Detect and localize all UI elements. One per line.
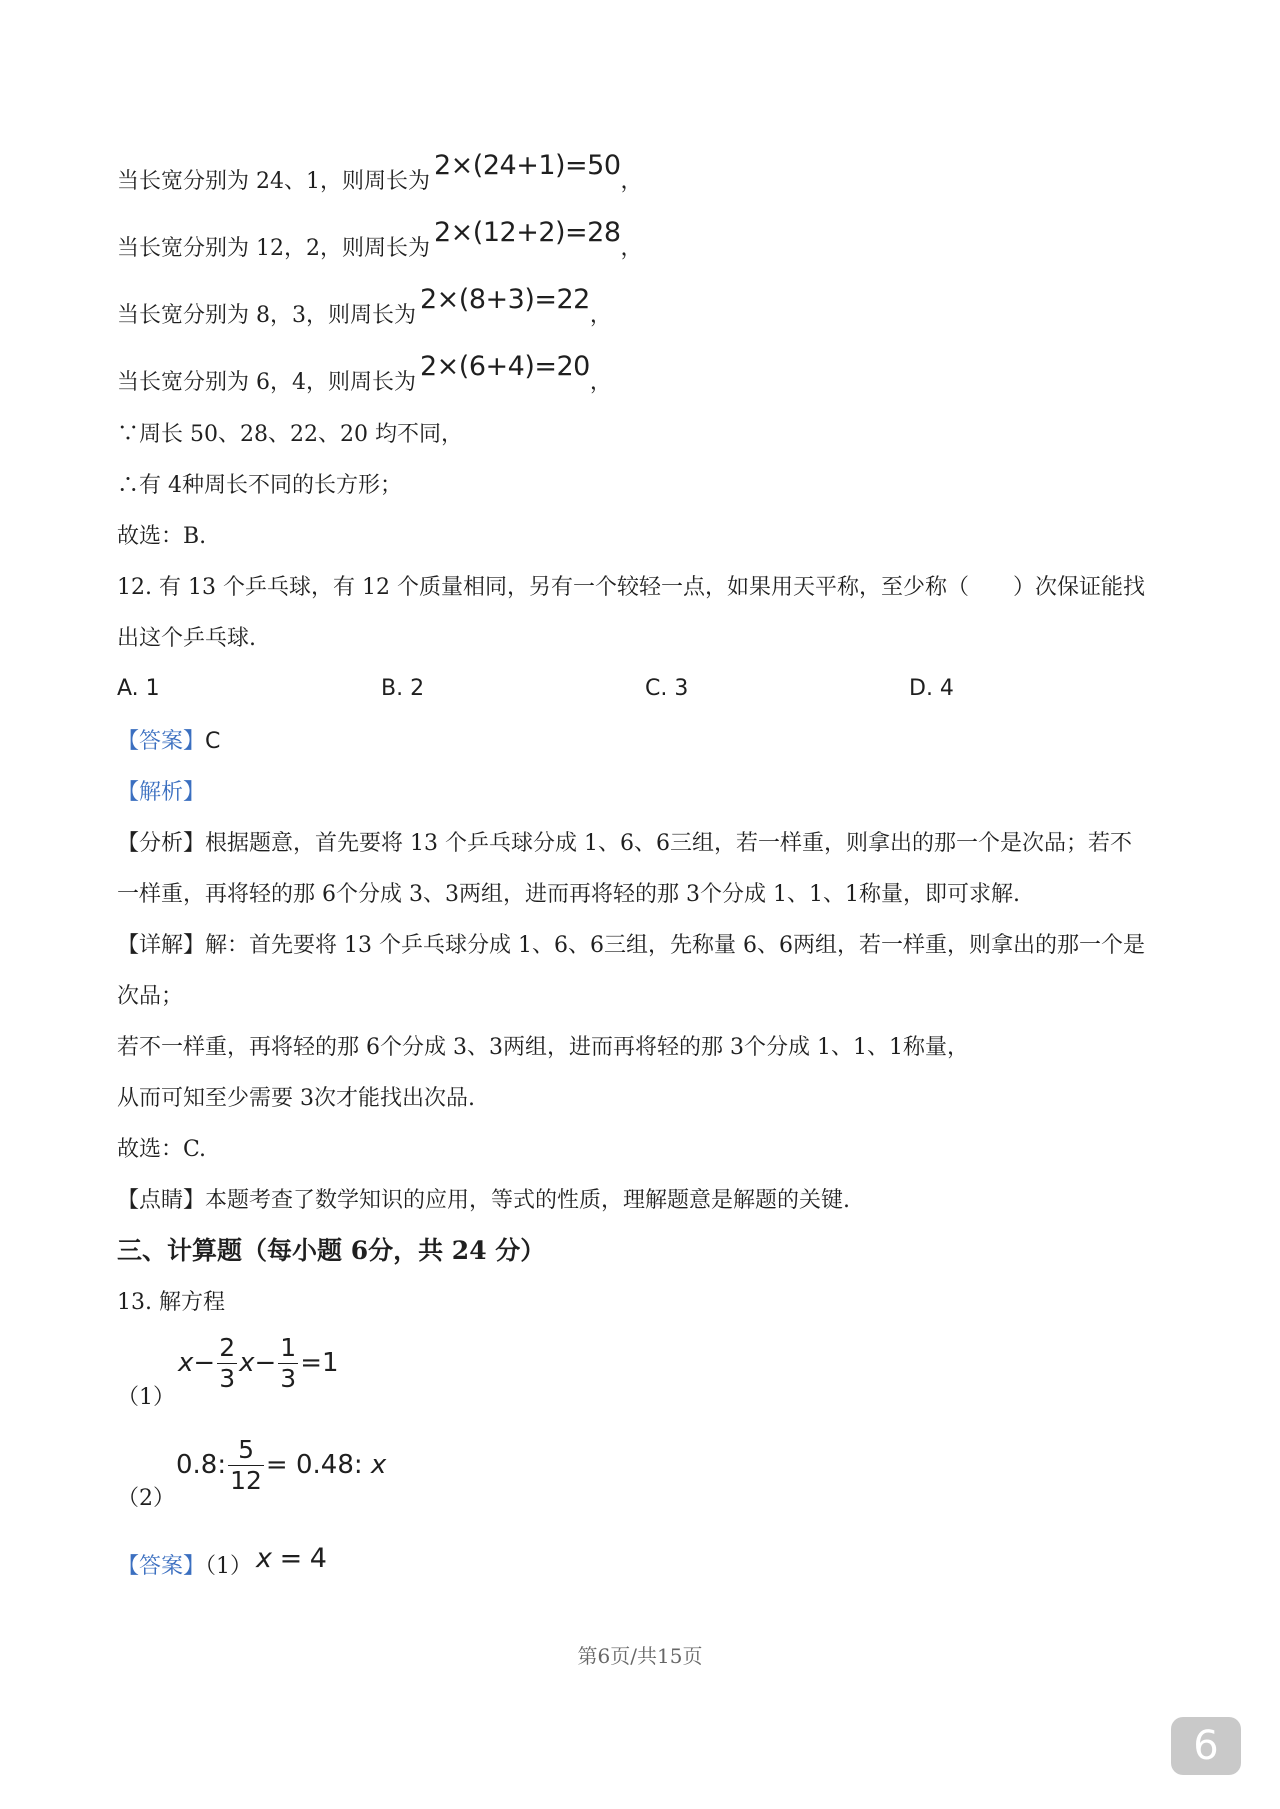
analysis-tag: 【解析】 — [117, 780, 206, 805]
fraction-one-third: $\frac{1}{3}$ — [280, 1333, 297, 1393]
question-13-title: 13. 解方程 — [117, 1290, 225, 1315]
equation-1-label: （1） — [117, 1385, 175, 1410]
section-3-title: 三、计算题（每小题 6分，共 24 分） — [117, 1236, 546, 1265]
answer-expression: x = 4 — [256, 1543, 327, 1574]
question-12-line-1: 12. 有 13 个乒乓球，有 12 个质量相同，另有一个较轻一点，如果用天平称，至少称（ ）次保证能找 — [117, 575, 1145, 600]
answer-tag: 【答案】 — [117, 729, 206, 754]
math-expression: 2×(24+1)=50 — [434, 150, 621, 181]
xiangjie-line-1: 【详解】解：首先要将 13 个乒乓球分成 1、6、6三组，先称量 6、6两组，若一样重，则拿出的那一个是 — [117, 933, 1145, 958]
xiangjie-line-4: 从而可知至少需要 3次才能找出次品. — [117, 1086, 475, 1111]
because-line: ∵周长 50、28、22、20 均不同， — [117, 422, 463, 447]
equation-1: x− $\frac{2}{3}$ x− $\frac{1}{3}$ =1 — [178, 1333, 339, 1393]
fenxi-line-2: 一样重，再将轻的那 6个分成 3、3两组，进而再将轻的那 3个分成 1、1、1称量，即可求解. — [117, 882, 1020, 907]
answer-tag: 【答案】 — [117, 1554, 206, 1579]
fenxi-line-1: 【分析】根据题意，首先要将 13 个乒乓球分成 1、6、6三组，若一样重，则拿出的那一个是次品；若不 — [117, 831, 1132, 856]
fraction-five-twelfths: $\frac{5}{12}$ — [230, 1435, 262, 1495]
page-footer: 第6页/共15页 — [577, 1644, 703, 1668]
therefore-line: ∴有 4种周长不同的长方形； — [117, 473, 402, 498]
q12-answer-line — [117, 727, 220, 757]
perimeter-line-1: 当长宽分别为 24、1，则周长为2×(24+1)=50， — [117, 150, 643, 194]
math-expression: 2×(12+2)=28 — [434, 217, 621, 248]
perimeter-line-2: 当长宽分别为 12，2，则周长为2×(12+2)=28， — [117, 217, 643, 261]
math-expression: 2×(6+4)=20 — [420, 351, 590, 382]
equation-2-label: （2） — [117, 1486, 175, 1511]
q13-answer-line: 【答案】（1） x = 4 — [117, 1543, 327, 1579]
perimeter-line-4: 当长宽分别为 6，4，则周长为2×(6+4)=20， — [117, 351, 612, 395]
xiangjie-line-2: 次品； — [117, 984, 184, 1009]
option-c: C. 3 — [645, 676, 689, 701]
equation-2: 0.8: $\frac{5}{12}$ = 0.48: x — [176, 1435, 387, 1495]
math-expression: 2×(8+3)=22 — [420, 284, 590, 315]
option-d: D. 4 — [909, 676, 954, 701]
choose-b-line: 故选：B. — [117, 524, 207, 549]
perimeter-line-3: 当长宽分别为 8，3，则周长为2×(8+3)=22， — [117, 284, 612, 328]
choose-c-line: 故选：C. — [117, 1137, 207, 1162]
dianjing-line: 【点睛】本题考查了数学知识的应用，等式的性质，理解题意是解题的关键. — [117, 1188, 850, 1213]
option-a: A. 1 — [117, 676, 160, 701]
page-number-badge[interactable]: 6 — [1171, 1717, 1241, 1775]
xiangjie-line-3: 若不一样重，再将轻的那 6个分成 3、3两组，进而再将轻的那 3个分成 1、1、1称量， — [117, 1035, 969, 1060]
fraction-two-thirds: $\frac{2}{3}$ — [219, 1333, 236, 1393]
question-12-line-2: 出这个乒乓球. — [117, 626, 256, 651]
option-b: B. 2 — [381, 676, 425, 701]
answer-value: C — [205, 729, 221, 754]
